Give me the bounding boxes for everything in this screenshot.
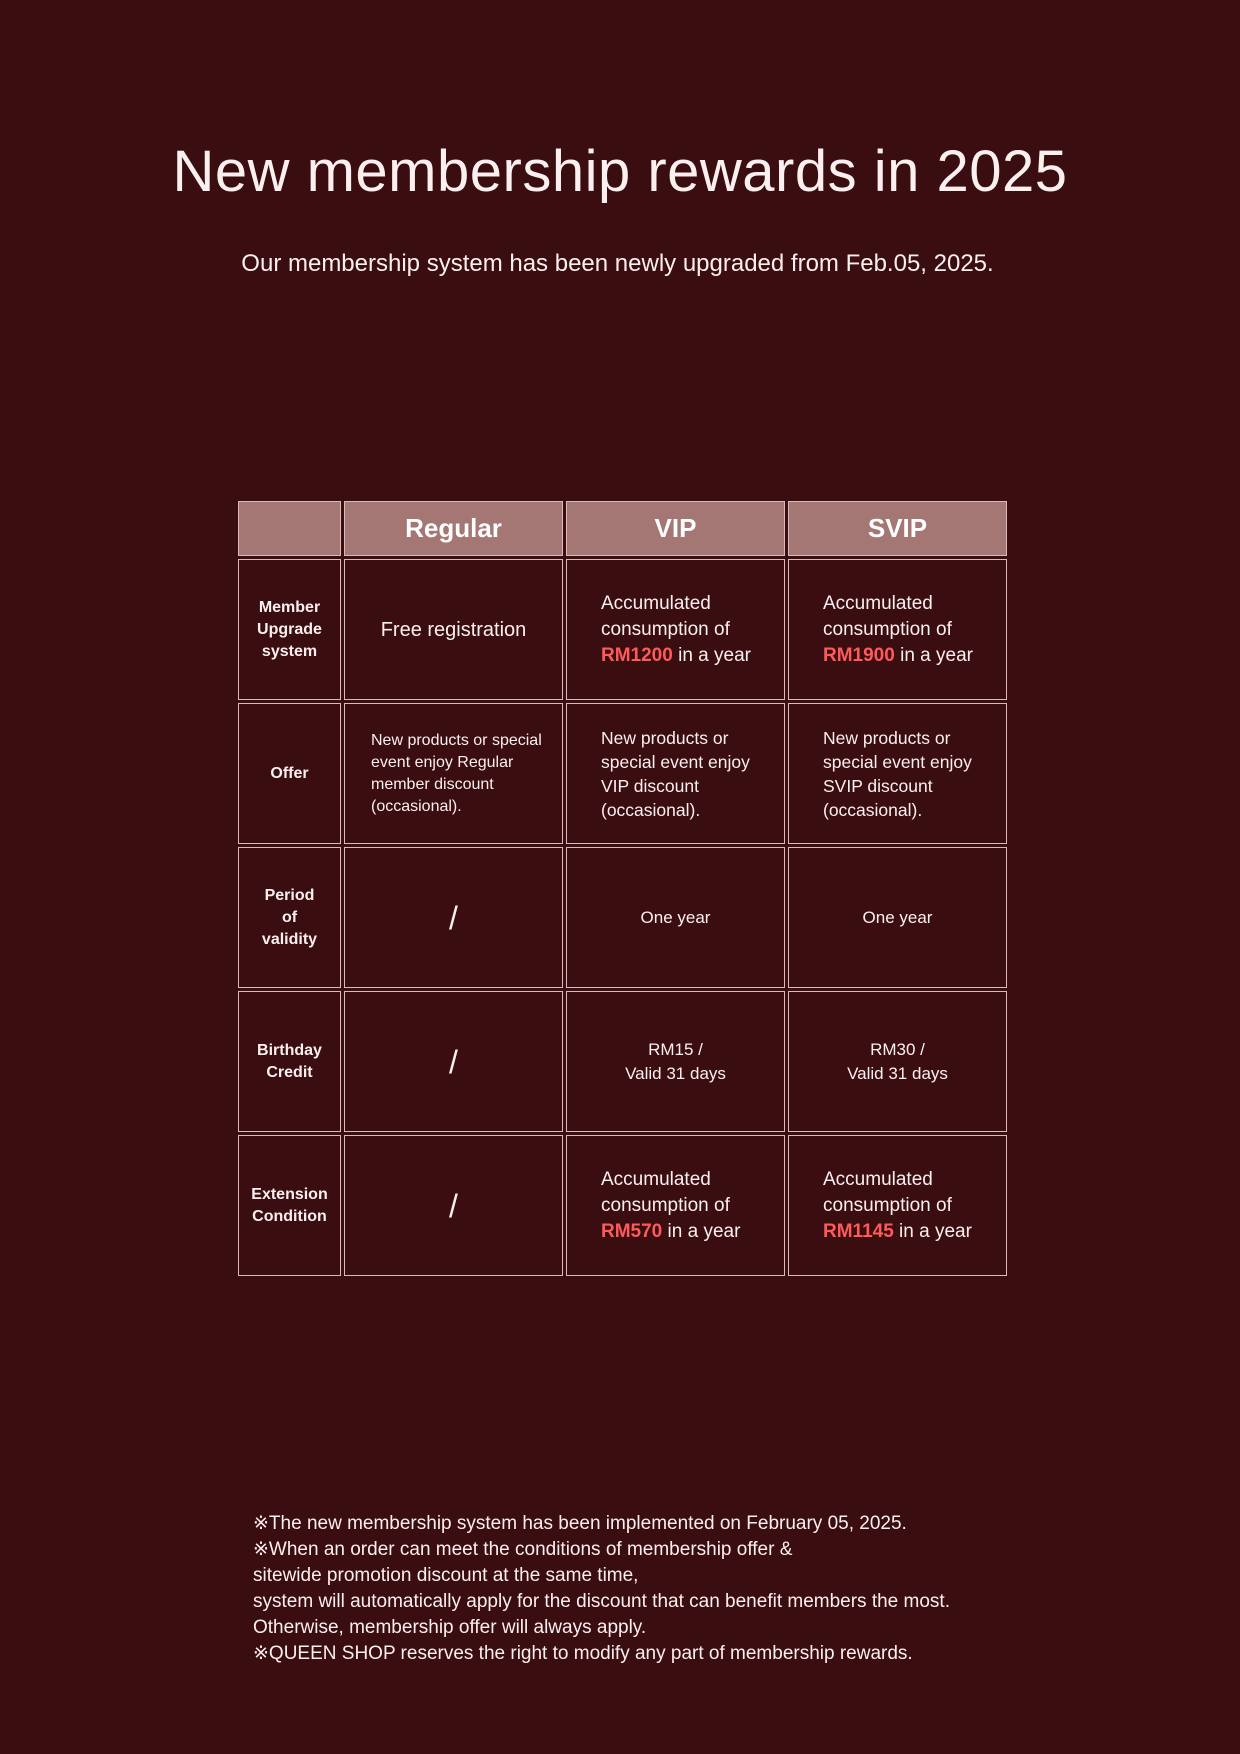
upgrade-svip-amount: RM1900 [823,644,895,666]
upgrade-vip-text: Accumulated consumption of [601,592,730,640]
offer-svip-text: New products or special event enjoy SVIP discount (occasional). [823,727,972,820]
page-subtitle: Our membership system has been newly upgraded from Feb.05, 2025. [241,250,994,277]
header-corner [238,501,341,556]
cell-offer-vip [566,703,785,844]
table-row-extension [238,1135,1007,1276]
cell-offer-svip [788,703,1007,844]
birthday-svip-validity: Valid 31 days [847,1063,948,1083]
footnote-line: Otherwise, membership offer will always apply. [253,1617,647,1638]
footnote-line: sitewide promotion discount at the same time, [253,1565,639,1586]
table-row-birthday [238,991,1007,1132]
cell-validity-vip: One year [566,847,785,988]
extension-vip-suffix: in a year [662,1220,741,1242]
upgrade-vip-amount: RM1200 [601,644,673,666]
cell-birthday-vip [566,991,785,1132]
footnote-line: ※The new membership system has been implemented on February 05, 2025. [253,1513,907,1534]
extension-svip-text: Accumulated consumption of [823,1168,952,1216]
extension-vip-text: Accumulated consumption of [601,1168,730,1216]
offer-regular-text: New products or special event enjoy Regular member discount (occasional). [371,731,542,815]
row-label-offer: Offer [238,703,341,844]
membership-table [235,498,1010,1279]
row-label-upgrade-text: Member Upgrade system [257,598,322,660]
cell-offer-regular [344,703,563,844]
page-title: New membership rewards in 2025 [172,139,1068,204]
footnotes [253,1511,950,1667]
cell-validity-svip: One year [788,847,1007,988]
row-label-validity-text: Period of validity [261,886,318,948]
cell-extension-svip [788,1135,1007,1276]
row-label-birthday-text: Birthday Credit [257,1041,322,1081]
cell-birthday-svip [788,991,1007,1132]
cell-upgrade-svip [788,559,1007,700]
upgrade-svip-suffix: in a year [894,644,973,666]
extension-svip-suffix: in a year [893,1220,972,1242]
cell-extension-regular: / [344,1135,563,1276]
table-row-validity [238,847,1007,988]
cell-extension-vip [566,1135,785,1276]
offer-vip-text: New products or special event enjoy VIP discount (occasional). [601,727,750,820]
upgrade-svip-text: Accumulated consumption of [823,592,952,640]
header-svip: SVIP [788,501,1007,556]
footnote-line: system will automatically apply for the discount that can benefit members the most. [253,1591,950,1612]
birthday-svip-amount: RM30 / [870,1039,925,1059]
cell-upgrade-regular: Free registration [344,559,563,700]
birthday-vip-amount: RM15 / [648,1039,703,1059]
header-vip: VIP [566,501,785,556]
extension-svip-amount: RM1145 [823,1220,894,1242]
table-row-offer [238,703,1007,844]
row-label-validity [238,847,341,988]
upgrade-vip-suffix: in a year [672,644,751,666]
footnote-line: ※When an order can meet the conditions of membership offer & [253,1539,793,1560]
cell-birthday-regular: / [344,991,563,1132]
footnote-line: ※QUEEN SHOP reserves the right to modify any part of membership rewards. [253,1643,913,1664]
header-regular: Regular [344,501,563,556]
row-label-birthday [238,991,341,1132]
birthday-vip-validity: Valid 31 days [625,1063,726,1083]
row-label-extension [238,1135,341,1276]
table-row-upgrade [238,559,1007,700]
extension-vip-amount: RM570 [601,1220,663,1242]
table-header-row [238,501,1007,556]
row-label-extension-text: Extension Condition [251,1185,328,1225]
cell-upgrade-vip [566,559,785,700]
row-label-upgrade [238,559,341,700]
cell-validity-regular: / [344,847,563,988]
